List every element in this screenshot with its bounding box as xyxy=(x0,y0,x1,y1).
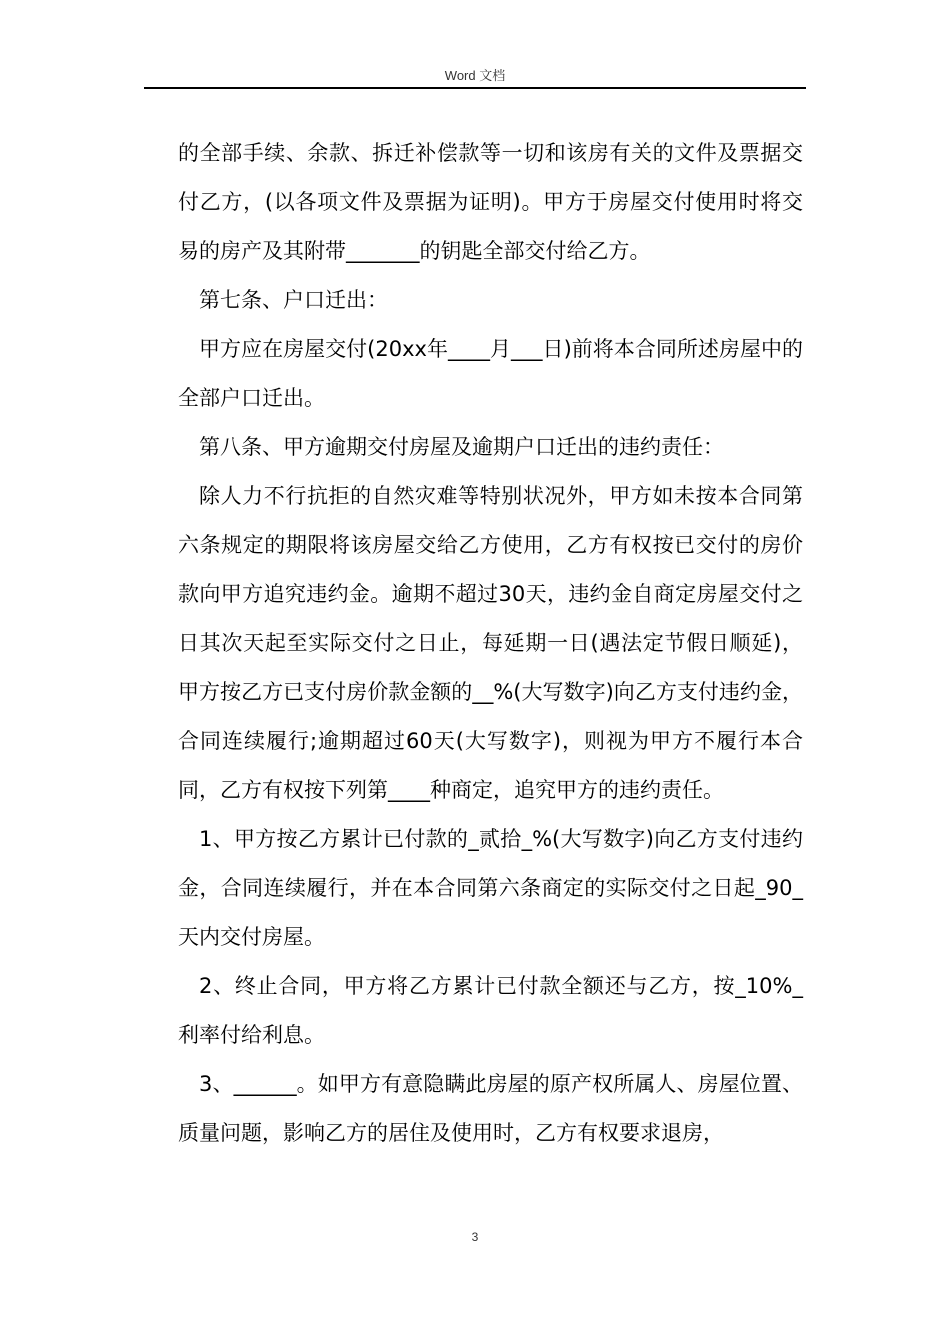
header-divider xyxy=(144,87,806,89)
document-body xyxy=(178,129,803,1158)
document-header-title: Word 文档 xyxy=(444,68,506,83)
article-8-heading: 第八条、甲方逾期交付房屋及逾期户口迁出的违约责任： xyxy=(199,435,724,459)
clause-2: 2、终止合同，甲方将乙方累计已付款全额还与乙方，按_10%_利率付给利息。 xyxy=(178,974,803,1047)
article-7-body: 甲方应在房屋交付(20xx年____月___日)前将本合同所述房屋中的全部户口迁出。 xyxy=(178,337,803,410)
clause-1: 1、甲方按乙方累计已付款的_贰拾_%(大写数字)向乙方支付违约金，合同连续履行，并在本合同第六条商定的实际交付之日起_90_天内交付房屋。 xyxy=(178,827,803,949)
page-number: 3 xyxy=(471,1230,479,1244)
article-8-body: 除人力不行抗拒的自然灾难等特别状况外，甲方如未按本合同第六条规定的期限将该房屋交给乙方使用，乙方有权按已交付的房价款向甲方追究违约金。逾期不超过30天，违约金自商定房屋交付之日其次天起至实际交付之日止，每延期一日(遇法定节假日顺延)，甲方按乙方已支付房价款金额的__%(大写数字)向乙方支付违约金，合同连续履行;逾期超过60天(大写数字)，则视为甲方不履行本合同，乙方有权按下列第____种商定，追究甲方的违约责任。 xyxy=(178,484,803,802)
paragraph-continuation: 的全部手续、余款、拆迁补偿款等一切和该房有关的文件及票据交付乙方，(以各项文件及票据为证明)。甲方于房屋交付使用时将交易的房产及其附带_______的钥匙全部交付给乙方。 xyxy=(178,141,803,263)
article-7-heading: 第七条、户口迁出： xyxy=(199,288,388,312)
clause-3: 3、______。如甲方有意隐瞒此房屋的原产权所属人、房屋位置、质量问题，影响乙方的居住及使用时，乙方有权要求退房， xyxy=(178,1072,803,1145)
